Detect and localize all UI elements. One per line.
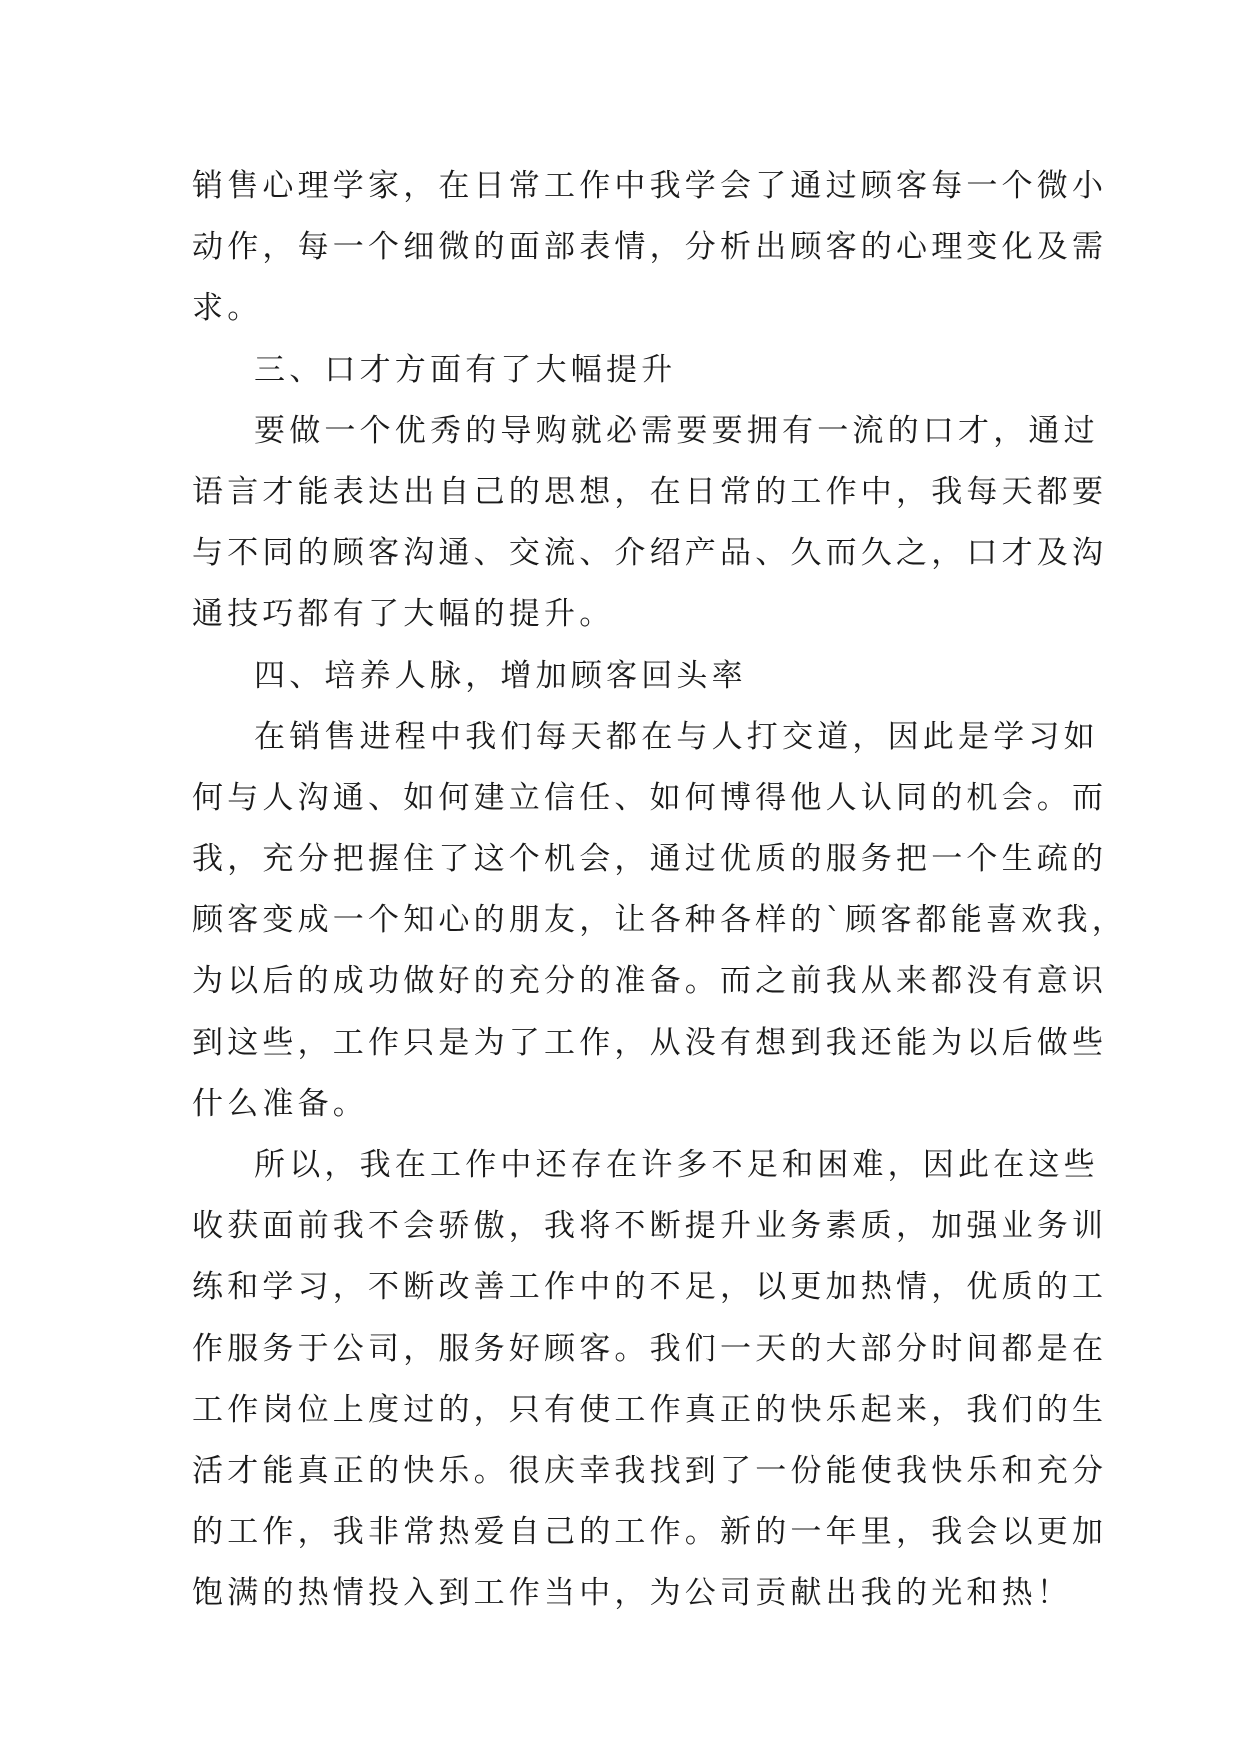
text-line: 的工作，我非常热爱自己的工作。新的一年里，我会以更加: [192, 1514, 1108, 1551]
section-heading: 四、培养人脉，增加顾客回头率: [254, 657, 747, 694]
text-line: 活才能真正的快乐。很庆幸我找到了一份能使我快乐和充分: [192, 1452, 1108, 1489]
text-line: 我，充分把握住了这个机会，通过优质的服务把一个生疏的: [192, 841, 1108, 878]
document-body: [192, 156, 1127, 1625]
text-line: 通技巧都有了大幅的提升。: [192, 596, 615, 633]
text-line: 与不同的顾客沟通、交流、介绍产品、久而久之，口才及沟: [192, 535, 1108, 572]
text-line: 什么准备。: [192, 1085, 368, 1122]
text-line: 在销售进程中我们每天都在与人打交道，因此是学习如: [254, 718, 1099, 755]
text-line: 工作岗位上度过的，只有使工作真正的快乐起来，我们的生: [192, 1391, 1108, 1428]
text-line: 语言才能表达出自己的思想，在日常的工作中，我每天都要: [192, 473, 1108, 510]
text-line: 为以后的成功做好的充分的准备。而之前我从来都没有意识: [192, 963, 1108, 1000]
text-line: 顾客变成一个知心的朋友，让各种各样的`顾客都能喜欢我，: [192, 902, 1127, 939]
text-line: 收获面前我不会骄傲，我将不断提升业务素质，加强业务训: [192, 1208, 1108, 1245]
section-heading: 三、口才方面有了大幅提升: [254, 351, 677, 388]
text-line: 饱满的热情投入到工作当中，为公司贡献出我的光和热！: [192, 1575, 1072, 1612]
text-line: 销售心理学家，在日常工作中我学会了通过顾客每一个微小: [192, 168, 1108, 204]
text-line: 所以，我在工作中还存在许多不足和困难，因此在这些: [254, 1147, 1099, 1183]
text-line: 求。: [192, 290, 263, 327]
text-line: 何与人沟通、如何建立信任、如何博得他人认同的机会。而: [192, 779, 1108, 816]
text-line: 动作，每一个细微的面部表情，分析出顾客的心理变化及需: [192, 229, 1108, 266]
text-line: 作服务于公司，服务好顾客。我们一天的大部分时间都是在: [192, 1330, 1108, 1367]
text-line: 要做一个优秀的导购就必需要要拥有一流的口才，通过: [254, 412, 1099, 449]
text-line: 练和学习，不断改善工作中的不足，以更加热情，优质的工: [192, 1269, 1108, 1306]
text-line: 到这些，工作只是为了工作，从没有想到我还能为以后做些: [192, 1024, 1108, 1061]
